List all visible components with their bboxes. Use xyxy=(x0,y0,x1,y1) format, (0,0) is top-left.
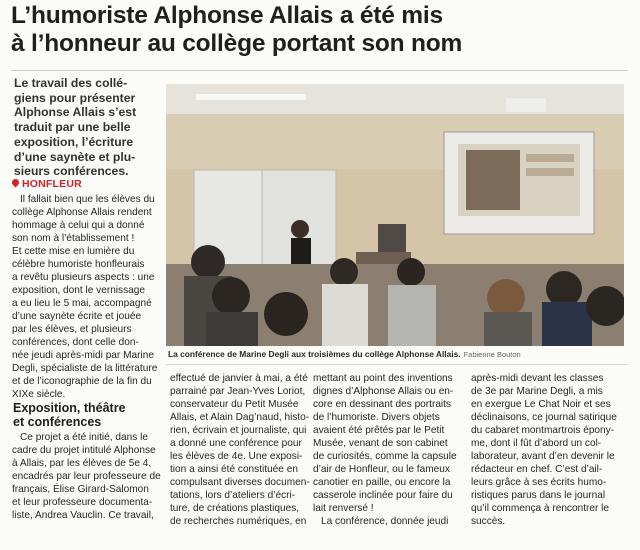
text-line: hommage à celui qui a donné xyxy=(12,220,145,231)
headline-line-2: à l’honneur au collège portant son nom xyxy=(11,30,463,57)
text-line: a eu lieu le 5 mai, accompagné xyxy=(12,298,152,309)
text-line: dignes d’Alphonse Allais ou en- xyxy=(313,386,454,397)
lead-line: exposition, l’écriture xyxy=(14,134,134,149)
lead-line: sieurs conférences. xyxy=(14,164,129,179)
text-line: cadre du projet intitulé Alphonse xyxy=(12,445,156,456)
text-line: encadrés par leur professeure de xyxy=(12,471,161,482)
text-line: de recherches numériques, en xyxy=(170,516,307,527)
text-line: La conférence, donnée jeudi xyxy=(321,516,449,527)
text-line: effectué de janvier à mai, a été xyxy=(170,373,308,384)
text-line: canotier en paille, ou encore la xyxy=(313,477,451,488)
text-line: compulsant diverses documen- xyxy=(170,477,310,488)
text-line: les élèves de 4e. Une exposi- xyxy=(170,451,303,462)
text-line: à Allais, par les élèves de 5e 4, xyxy=(12,458,152,469)
text-line: ristiques parus dans le journal xyxy=(471,490,606,501)
article-column-2 xyxy=(170,372,310,528)
text-line: déclinaisons, ce journal satirique xyxy=(471,412,617,423)
dateline-text: HONFLEUR xyxy=(22,178,82,190)
conference-photo-illustration xyxy=(166,84,624,346)
text-line: née jeudi après-midi par Marine xyxy=(12,350,154,361)
text-line: et leur professeure documenta- xyxy=(12,497,153,508)
text-line: Musée, venant de son cabinet xyxy=(313,438,448,449)
text-line: Allais, et Alain Dag’naud, histo- xyxy=(170,412,310,423)
subheading-line: et conférences xyxy=(13,415,102,429)
text-line: liste, Andrea Vauclin. Ce travail, xyxy=(12,510,154,521)
text-line: qu’il commença à rencontrer le xyxy=(471,503,610,514)
photo-caption xyxy=(168,349,628,359)
article-column-1b xyxy=(12,431,162,522)
divider xyxy=(11,70,628,71)
text-line: exposition, dont le vernissage xyxy=(12,285,145,296)
article-column-4 xyxy=(471,372,626,528)
text-line: son nom à l’établissement ! xyxy=(12,233,135,244)
lead-line: Alphonse Allais s’est xyxy=(14,105,137,120)
lead-line: Le travail des collé- xyxy=(14,76,128,90)
divider xyxy=(166,364,628,365)
text-line: parrainé par Jean-Yves Loriot, xyxy=(170,386,306,397)
text-line: célèbre humoriste honfleurais xyxy=(12,259,145,270)
text-line: a revêtu plusieurs aspects : une xyxy=(12,272,155,283)
text-line: de curiosités, comme la capsule xyxy=(313,451,457,462)
text-line: Il fallait bien que les élèves du xyxy=(20,194,155,205)
text-line: mettant au point des inventions xyxy=(313,373,453,384)
text-line: XIXe siècle. xyxy=(12,389,66,400)
text-line: conservateur du Petit Musée xyxy=(170,399,299,410)
text-line: avaient été prêtés par le Petit xyxy=(313,425,445,436)
text-line: après-midi devant les classes xyxy=(471,373,604,384)
text-line: et de l’iconographie de la fin du xyxy=(12,376,152,387)
article-column-3 xyxy=(313,372,463,528)
article-column-1 xyxy=(12,193,162,401)
caption-text: La conférence de Marine Degli aux troisièmes du collège Alphonse Allais. xyxy=(168,349,461,359)
text-line: Degli, spécialiste de la littérature xyxy=(12,363,158,374)
headline-line-1: L’humoriste Alphonse Allais a été mis xyxy=(11,2,443,29)
text-line: du cabaret montmartrois épony- xyxy=(471,425,615,436)
text-line: conférences, dont celle don- xyxy=(12,337,139,348)
text-line: d’une saynète écrite et jouée xyxy=(12,311,142,322)
text-line: tion a ainsi été constituée en xyxy=(170,464,298,475)
text-line: rédacteur en chef. C’est d’ail- xyxy=(471,464,603,475)
subheading-line: Exposition, théâtre xyxy=(13,401,126,415)
text-line: français, Élise Girard-Salomon xyxy=(12,484,149,495)
text-line: leurs grâce à ses écrits humo- xyxy=(471,477,607,488)
text-line: tations, lors d’ateliers d’écri- xyxy=(170,490,296,501)
text-line: rien, écrivain et journaliste, qui xyxy=(170,425,307,436)
dateline xyxy=(12,178,82,190)
text-line: par les élèves, et plusieurs xyxy=(12,324,132,335)
text-line: collège Alphonse Allais rendent xyxy=(12,207,152,218)
article-photo xyxy=(166,84,624,346)
lead-line: traduit par une belle xyxy=(14,120,131,135)
text-line: laborateur, avant d’en devenir le xyxy=(471,451,615,462)
text-line: Et cette mise en lumière du xyxy=(12,246,135,257)
text-line: Ce projet a été initié, dans le xyxy=(20,432,148,443)
photo-credit: Fabienne Bouton xyxy=(463,350,521,359)
text-line: ture, de créations plastiques, xyxy=(170,503,300,514)
article-lead xyxy=(14,76,156,179)
text-line: a donné une conférence pour xyxy=(170,438,302,449)
headline xyxy=(11,2,631,58)
text-line: en exergue Le Chat Noir et ses xyxy=(471,399,611,410)
text-line: succès. xyxy=(471,516,506,527)
text-line: d’air de Honfleur, ou le fameux xyxy=(313,464,450,475)
lead-line: giens pour présenter xyxy=(14,90,136,105)
text-line: casserole inclinée pour faire du xyxy=(313,490,453,501)
text-line: lait renversé ! xyxy=(313,503,374,514)
text-line: de l’humoriste. Divers objets xyxy=(313,412,440,423)
location-pin-icon xyxy=(11,178,21,188)
subheading xyxy=(13,401,163,429)
text-line: de 3e par Marine Degli, a mis xyxy=(471,386,603,397)
text-line: core en dessinant des portraits xyxy=(313,399,452,410)
text-line: me, dont il fût d’abord un col- xyxy=(471,438,602,449)
lead-line: d’une saynète et plu- xyxy=(14,149,136,164)
